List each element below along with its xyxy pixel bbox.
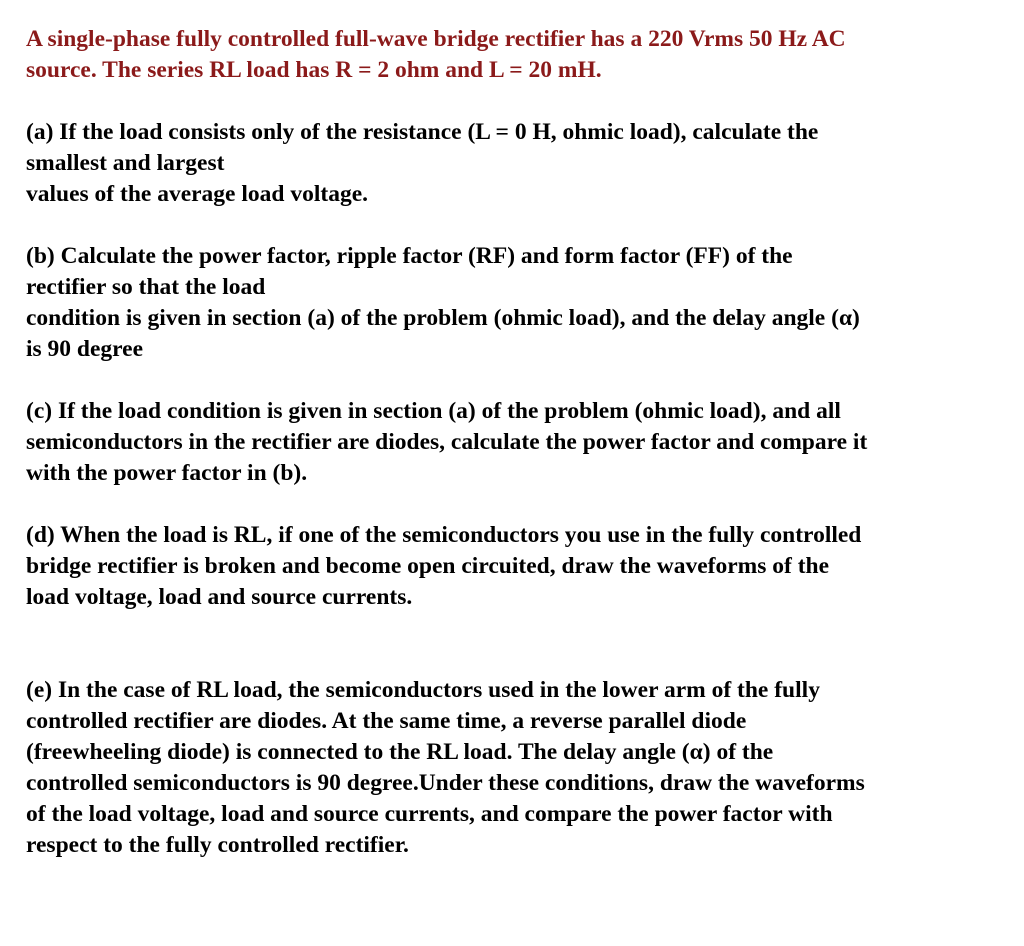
question-line: of the load voltage, load and source currents, and compare the power factor with (26, 801, 833, 827)
problem-statement-line: A single-phase fully controlled full-wave bridge rectifier has a 220 Vrms 50 Hz AC (26, 26, 846, 52)
question-line: respect to the fully controlled rectifier. (26, 832, 409, 858)
question-line: (b) Calculate the power factor, ripple factor (RF) and form factor (FF) of the (26, 243, 793, 269)
question-line: smallest and largest (26, 150, 225, 176)
question-line: rectifier so that the load (26, 274, 266, 300)
question-line: (e) In the case of RL load, the semiconductors used in the lower arm of the fully (26, 677, 820, 703)
question-line: semiconductors in the rectifier are diodes, calculate the power factor and compare it (26, 429, 868, 455)
question-line: bridge rectifier is broken and become open circuited, draw the waveforms of the (26, 553, 830, 579)
question-line: condition is given in section (a) of the problem (ohmic load), and the delay angle (α) (26, 305, 860, 331)
question-line: (d) When the load is RL, if one of the semiconductors you use in the fully controlled (26, 522, 862, 548)
problem-document (26, 24, 1016, 861)
question-line: is 90 degree (26, 336, 144, 362)
question-part-b (26, 241, 1016, 365)
question-line: (c) If the load condition is given in section (a) of the problem (ohmic load), and all (26, 398, 841, 424)
problem-statement (26, 24, 1016, 86)
question-line: controlled semiconductors is 90 degree.Under these conditions, draw the waveforms (26, 770, 865, 796)
question-part-a (26, 117, 1016, 210)
question-line: with the power factor in (b). (26, 460, 308, 486)
question-line: values of the average load voltage. (26, 181, 369, 207)
question-line: controlled rectifier are diodes. At the same time, a reverse parallel diode (26, 708, 747, 734)
question-part-d (26, 520, 1016, 613)
question-line: load voltage, load and source currents. (26, 584, 413, 610)
question-line: (a) If the load consists only of the resistance (L = 0 H, ohmic load), calculate the (26, 119, 819, 145)
question-part-c (26, 396, 1016, 489)
question-part-e (26, 675, 1016, 861)
problem-statement-line: source. The series RL load has R = 2 ohm and L = 20 mH. (26, 57, 602, 83)
question-line: (freewheeling diode) is connected to the RL load. The delay angle (α) of the (26, 739, 774, 765)
